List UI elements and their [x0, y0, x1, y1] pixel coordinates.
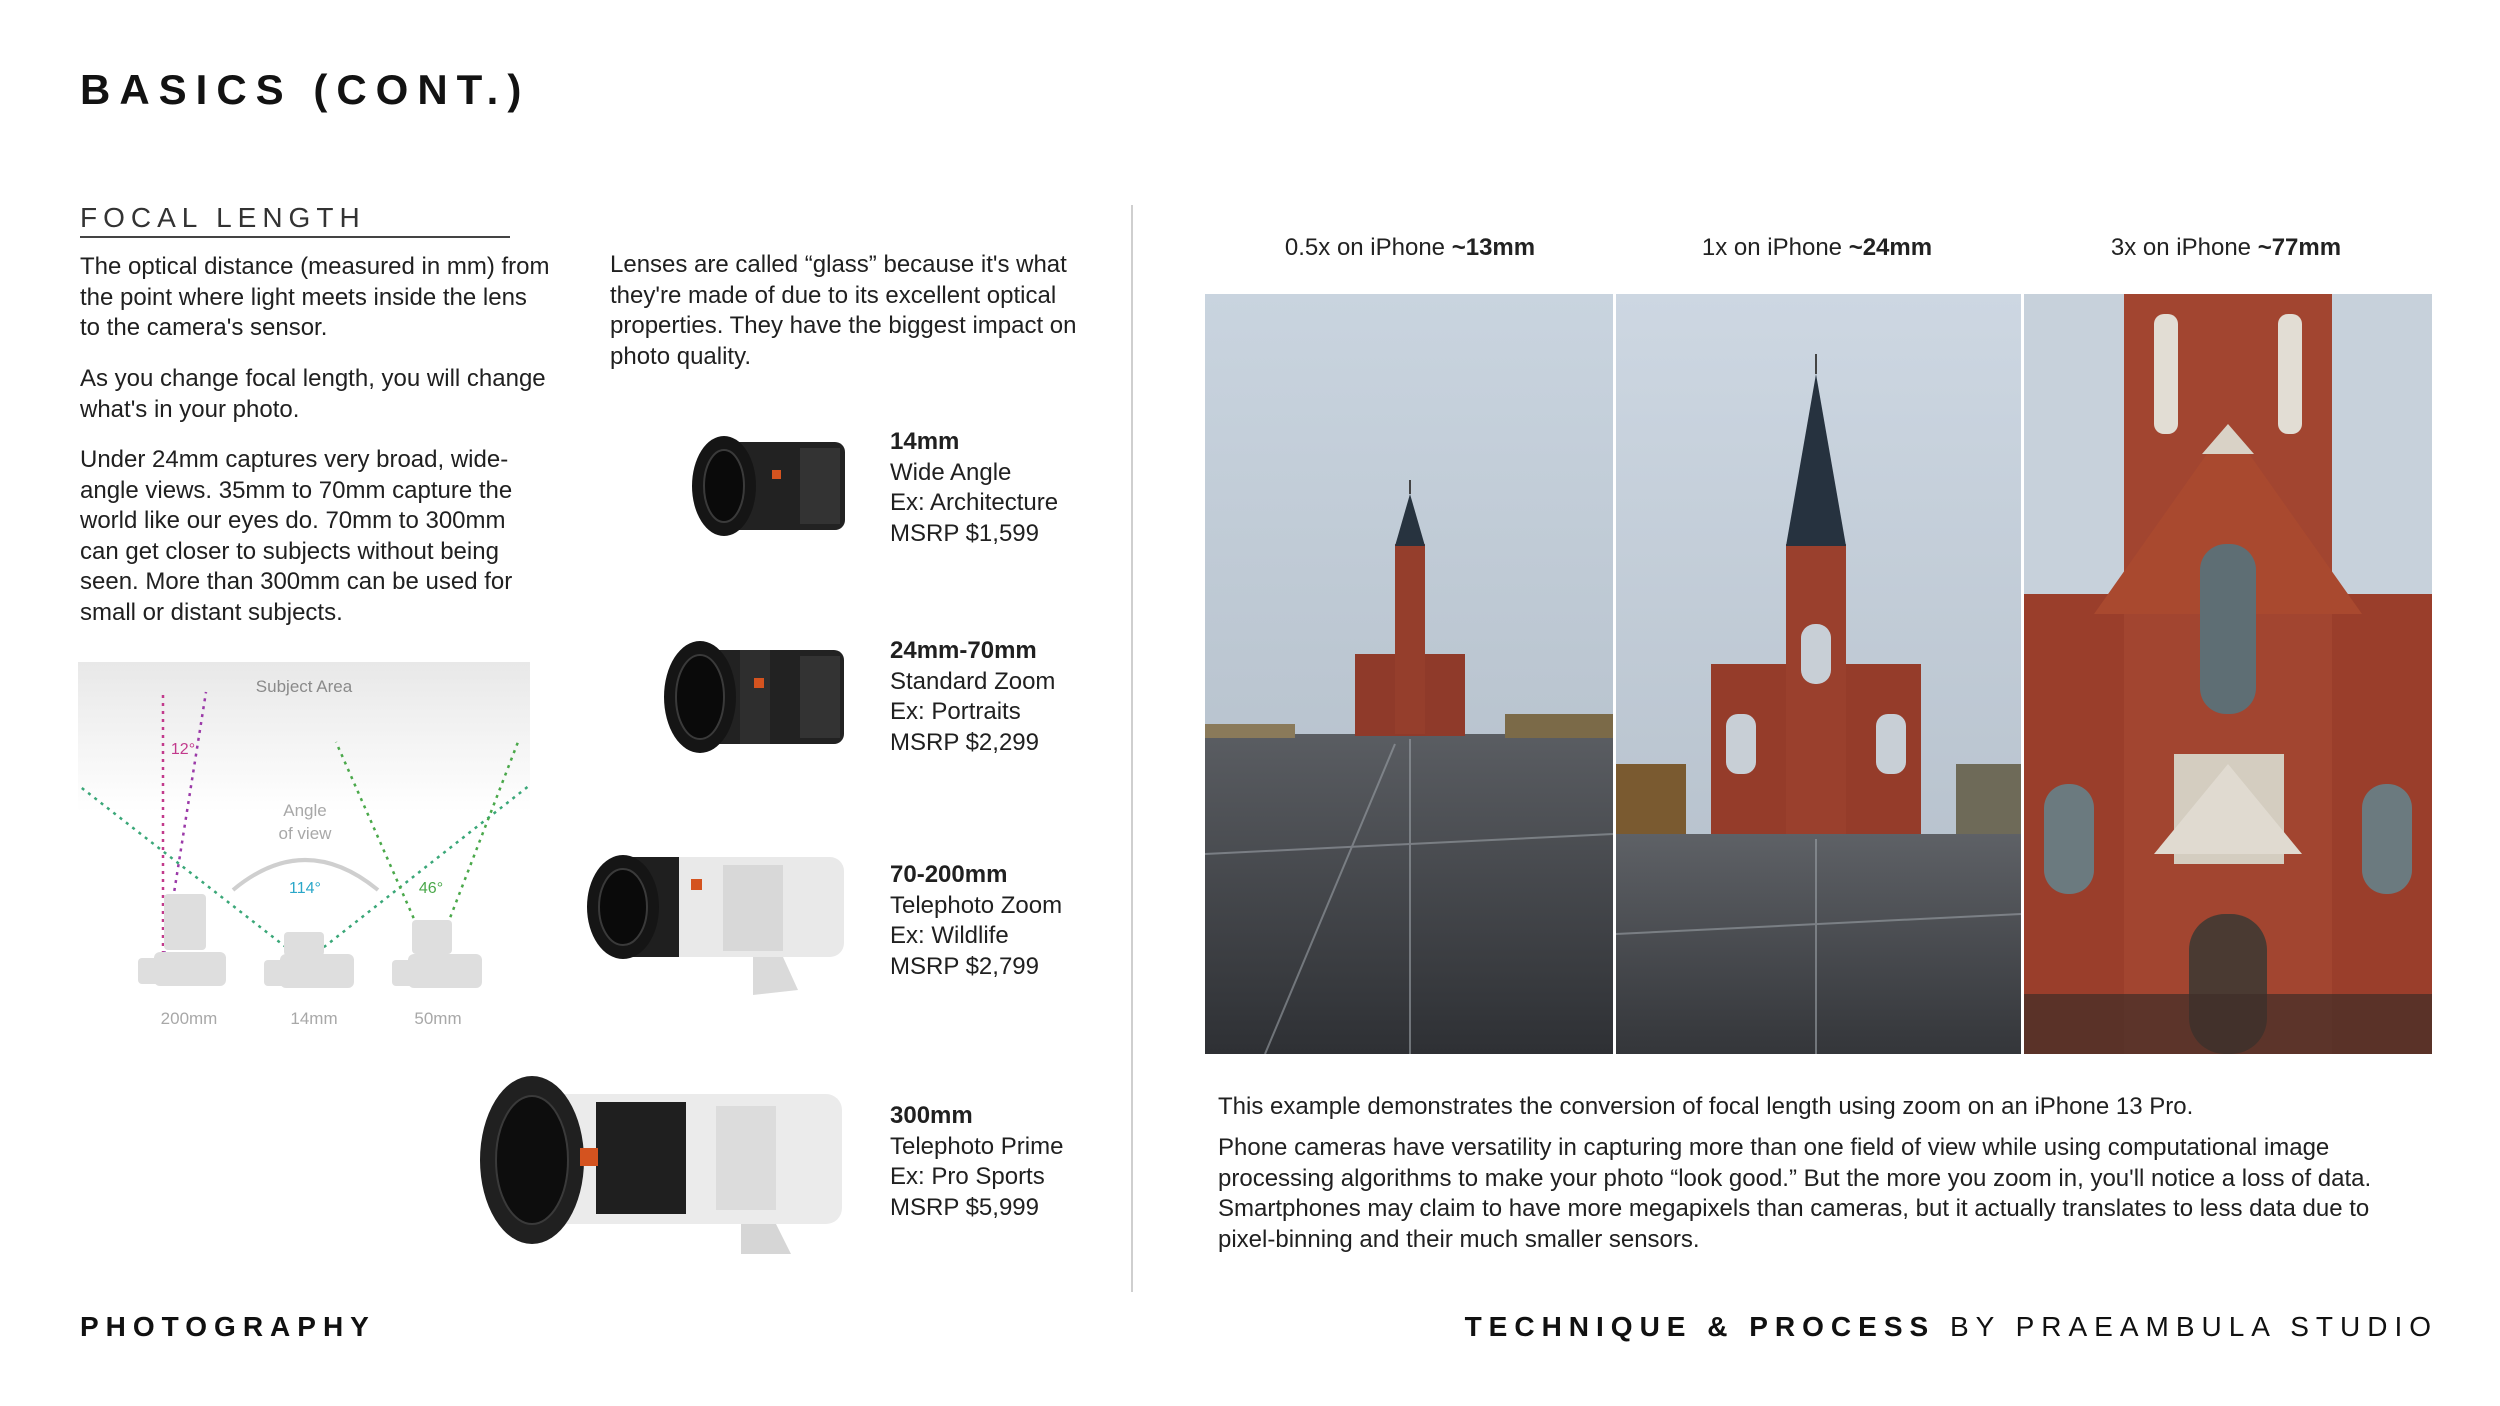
lens-14mm-image	[690, 430, 850, 542]
lens-example: Ex: Architecture	[890, 489, 1059, 516]
section-heading: FOCAL LENGTH	[80, 202, 366, 233]
definition-text: The optical distance (measured in mm) from the point where light meets inside the lens to the camera's sensor.	[80, 253, 550, 341]
lens-type: Wide Angle	[890, 458, 1012, 486]
angle-label-line2: of view	[278, 824, 332, 843]
lens-price: MSRP $2,799	[890, 952, 1039, 980]
column-divider	[1131, 205, 1133, 1292]
lens-example: Ex: Pro Sports	[890, 1163, 1045, 1190]
lens-300mm-image	[476, 1072, 846, 1257]
caption-prefix: 1x on iPhone	[1701, 234, 1849, 261]
angle-114-label: 114°	[289, 880, 321, 897]
church-photo-0-5x	[1205, 294, 1613, 1054]
lens-name: 70-200mm	[890, 861, 1008, 888]
lens-300mm-specs	[890, 1101, 1150, 1223]
lens-24-70mm-specs	[890, 636, 1150, 758]
caption-0-5x	[1205, 234, 1615, 262]
camera-14mm-label: 14mm	[290, 1009, 338, 1028]
lens-14mm-specs	[890, 427, 1150, 549]
lens-24-70mm-image	[660, 636, 850, 758]
footer-credit-rest: BY PRAEAMBULA STUDIO	[1935, 1311, 2438, 1342]
angle-of-view-diagram	[78, 662, 533, 1042]
lens-example: Ex: Wildlife	[890, 922, 1009, 949]
camera-200mm-label: 200mm	[160, 1009, 218, 1028]
lens-70-200mm-specs	[890, 860, 1150, 982]
example-explanation: Phone cameras have versatility in capturing more than one field of view while using computational image processing algorithms to make your photo “look good.” But the more you zoom in, you'll notice a loss of data. Smartphones may claim to have more megapixels than cameras, but it actually translates to less data due to pixel-binning and their much smaller sensors.	[1218, 1134, 2372, 1253]
camera-50mm-label: 50mm	[414, 1009, 462, 1028]
angle-label-line1: Angle	[283, 801, 327, 820]
lens-name: 14mm	[890, 428, 960, 455]
lens-example: Ex: Portraits	[890, 698, 1021, 725]
caption-focal: ~24mm	[1848, 234, 1933, 261]
caption-focal: ~13mm	[1451, 234, 1536, 261]
ranges-text: Under 24mm captures very broad, wide-angle views. 35mm to 70mm capture the world like our eyes do. 70mm to 300mm can get closer to subjects without being seen. More than 300mm can be used for small or distant subjects.	[80, 446, 513, 626]
caption-prefix: 3x on iPhone	[2110, 234, 2258, 261]
angle-12-label: 12°	[170, 741, 196, 758]
church-photo-3x	[2024, 294, 2432, 1054]
lens-price: MSRP $1,599	[890, 519, 1039, 547]
caption-3x	[2021, 234, 2431, 262]
lens-price: MSRP $5,999	[890, 1193, 1039, 1221]
lens-type: Telephoto Prime	[890, 1132, 1064, 1160]
lens-price: MSRP $2,299	[890, 728, 1039, 756]
caption-prefix: 0.5x on iPhone	[1284, 234, 1452, 261]
caption-focal: ~77mm	[2257, 234, 2342, 261]
change-text: As you change focal length, you will change what's in your photo.	[80, 365, 546, 423]
angle-46-label: 46°	[418, 880, 444, 897]
lens-type: Standard Zoom	[890, 667, 1056, 695]
camera-50mm-icon	[392, 920, 482, 988]
subject-area-label: Subject Area	[255, 677, 353, 696]
lens-type: Telephoto Zoom	[890, 891, 1063, 919]
section-divider	[80, 236, 510, 238]
footer-category: PHOTOGRAPHY	[80, 1311, 376, 1342]
footer-credit	[1465, 1311, 2438, 1343]
lens-70-200mm-image	[583, 845, 848, 1000]
camera-200mm-icon	[138, 894, 226, 986]
page-title: BASICS (CONT.)	[80, 66, 531, 113]
footer-credit-bold: TECHNIQUE & PROCESS	[1464, 1311, 1936, 1342]
church-photo-1x	[1616, 294, 2021, 1054]
example-caption: This example demonstrates the conversion of focal length using zoom on an iPhone 13 Pro.	[1218, 1093, 2194, 1120]
lens-name: 300mm	[890, 1102, 973, 1129]
glass-text: Lenses are called “glass” because it's what they're made of due to its excellent optical properties. They have the biggest impact on photo quality.	[610, 251, 1077, 370]
lens-name: 24mm-70mm	[890, 637, 1037, 664]
caption-1x	[1612, 234, 2022, 262]
